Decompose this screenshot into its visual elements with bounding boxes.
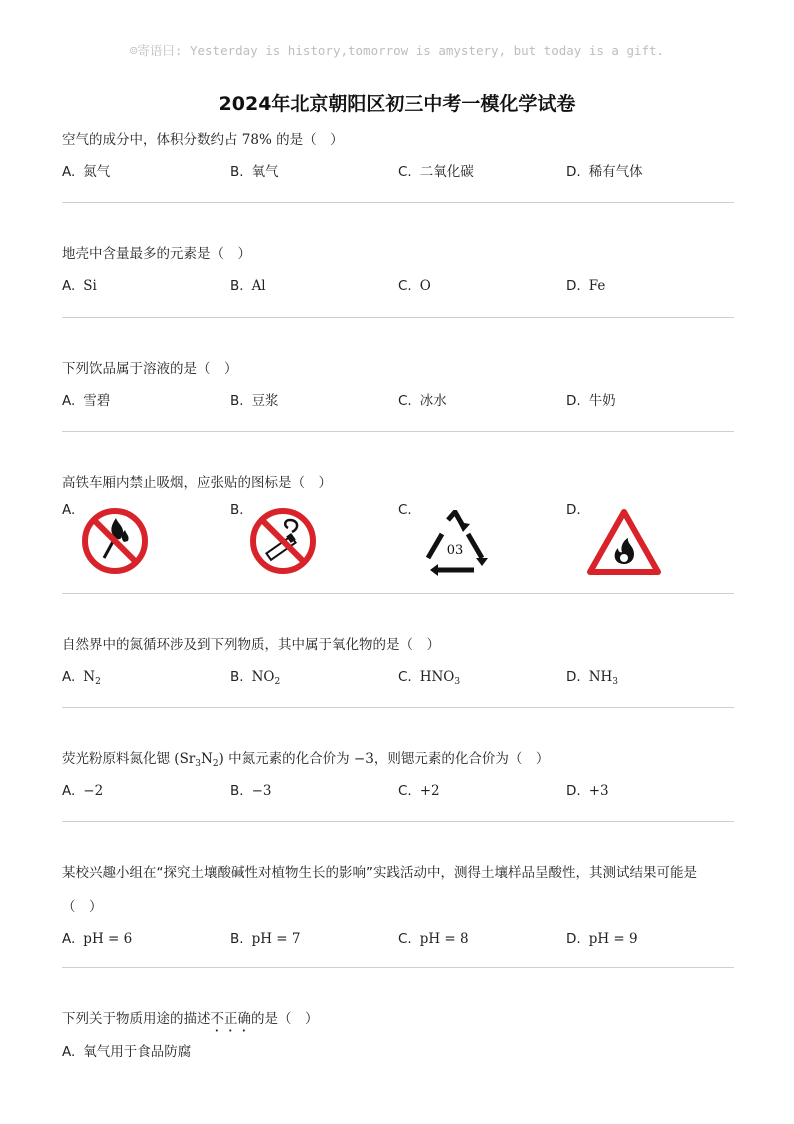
option-text: 氧气 xyxy=(251,164,279,180)
options-row xyxy=(62,924,734,954)
stem-formula xyxy=(174,751,224,767)
question-stem xyxy=(62,858,734,922)
flammable-warning-icon xyxy=(586,508,662,576)
formula-base: NO xyxy=(251,669,275,685)
option-letter: C. xyxy=(398,783,412,799)
no-open-flame-sign-icon xyxy=(80,506,150,576)
question-8 xyxy=(62,1004,734,1067)
option-d[interactable] xyxy=(566,662,618,692)
option-b[interactable] xyxy=(230,662,280,692)
divider xyxy=(62,967,734,968)
option-a[interactable] xyxy=(62,1037,191,1067)
options-row xyxy=(62,500,734,580)
stem-text: 的是（ ） xyxy=(251,1011,319,1027)
option-letter: A. xyxy=(62,669,76,685)
recycling-symbol-icon xyxy=(418,510,492,576)
stem-line: 某校兴趣小组在“探究土壤酸碱性对植物生长的影响”实践活动中，测得土壤样品呈酸性，其测试结果可能是 xyxy=(62,865,697,881)
formula-part: ) xyxy=(218,751,224,767)
question-5 xyxy=(62,630,734,692)
option-text: 氮气 xyxy=(83,164,111,180)
stem-value: −3 xyxy=(353,751,374,767)
option-a[interactable] xyxy=(62,157,110,187)
divider xyxy=(62,317,734,318)
option-text: Fe xyxy=(588,278,606,294)
option-c[interactable] xyxy=(398,776,440,806)
option-letter: C. xyxy=(398,931,412,947)
option-letter: D. xyxy=(566,278,581,294)
option-d[interactable] xyxy=(566,271,605,301)
options-row xyxy=(62,157,734,187)
option-letter: C. xyxy=(398,164,412,180)
option-letter: C. xyxy=(398,278,412,294)
option-d[interactable] xyxy=(566,776,609,806)
option-letter: B. xyxy=(230,502,244,518)
option-b[interactable] xyxy=(230,157,279,187)
option-a[interactable] xyxy=(62,924,132,954)
question-stem xyxy=(62,1004,734,1035)
option-text: +2 xyxy=(419,783,440,799)
option-text: pH = 7 xyxy=(251,931,301,947)
question-stem: 地壳中含量最多的元素是（ ） xyxy=(62,246,251,262)
option-letter: B. xyxy=(230,669,244,685)
question-stem: 下列饮品属于溶液的是（ ） xyxy=(62,361,238,377)
formula-subscript: 3 xyxy=(612,677,619,687)
stem-text: ，则锶元素的化合价为（ ） xyxy=(373,751,550,767)
formula-subscript: 2 xyxy=(95,677,101,687)
document-title: 2024年北京朝阳区初三中考一模化学试卷 xyxy=(218,93,576,115)
header-motto: ☺寄语曰: Yesterday is history,tomorrow is amystery, but today is a gift. xyxy=(129,43,665,58)
option-letter: B. xyxy=(230,931,244,947)
question-1 xyxy=(62,125,734,187)
option-d[interactable] xyxy=(566,924,638,954)
option-text: 稀有气体 xyxy=(588,164,643,180)
option-d[interactable] xyxy=(566,386,616,416)
question-2 xyxy=(62,239,734,301)
option-letter: C. xyxy=(398,393,412,409)
option-letter: D. xyxy=(566,783,581,799)
recycling-code-label: 03 xyxy=(446,543,464,558)
formula-base: NH xyxy=(588,669,613,685)
option-letter: B. xyxy=(230,164,244,180)
option-c[interactable] xyxy=(398,157,474,187)
question-stem xyxy=(62,125,734,155)
option-text: pH = 8 xyxy=(419,931,469,947)
option-b[interactable] xyxy=(230,776,271,806)
option-text: 冰水 xyxy=(419,393,447,409)
option-c[interactable] xyxy=(398,271,431,301)
option-formula xyxy=(589,669,618,685)
option-a[interactable] xyxy=(62,386,110,416)
options-row xyxy=(62,271,734,301)
option-text: O xyxy=(419,278,431,294)
formula-subscript: 3 xyxy=(195,759,201,769)
option-formula xyxy=(83,669,101,685)
option-text: Al xyxy=(251,278,266,294)
option-letter: A. xyxy=(62,783,76,799)
stem-line: （ ） xyxy=(62,899,103,915)
option-text: 氧气用于食品防腐 xyxy=(83,1044,192,1060)
options-row xyxy=(62,662,734,692)
divider xyxy=(62,431,734,432)
option-letter: B. xyxy=(230,783,244,799)
option-letter: C. xyxy=(398,502,412,518)
question-stem: 高铁车厢内禁止吸烟，应张贴的图标是（ ） xyxy=(62,475,332,491)
option-text: pH = 6 xyxy=(83,931,133,947)
option-text: 二氧化碳 xyxy=(419,164,474,180)
options-row xyxy=(62,386,734,416)
formula-subscript: 3 xyxy=(454,677,461,687)
option-a[interactable] xyxy=(62,662,101,692)
formula-part: N xyxy=(201,751,213,767)
divider xyxy=(62,821,734,822)
divider xyxy=(62,202,734,203)
question-stem xyxy=(62,744,734,774)
stem-text: 荧光粉原料氮化锶 xyxy=(62,751,175,767)
option-letter: A. xyxy=(62,931,76,947)
stem-text: 空气的成分中，体积分数约占 xyxy=(62,132,242,148)
option-formula xyxy=(252,669,281,685)
option-a[interactable] xyxy=(62,271,97,301)
option-text: 雪碧 xyxy=(83,393,111,409)
option-letter: A. xyxy=(62,1044,76,1060)
option-letter: D. xyxy=(566,393,581,409)
option-letter: A. xyxy=(62,393,76,409)
option-letter: C. xyxy=(398,669,412,685)
option-text: −3 xyxy=(251,783,272,799)
option-letter: A. xyxy=(62,502,76,518)
formula-base: N xyxy=(83,669,96,685)
question-7 xyxy=(62,858,734,954)
formula-subscript: 2 xyxy=(274,677,281,687)
option-letter: B. xyxy=(230,393,244,409)
option-text: Si xyxy=(83,278,97,294)
no-smoking-sign-icon xyxy=(248,506,318,576)
option-a[interactable] xyxy=(62,776,103,806)
option-c[interactable] xyxy=(398,662,460,692)
options-row xyxy=(62,776,734,806)
option-text: 豆浆 xyxy=(251,393,279,409)
option-letter: A. xyxy=(62,278,76,294)
formula-part: (Sr xyxy=(174,751,196,767)
question-6 xyxy=(62,744,734,806)
option-c[interactable] xyxy=(398,924,469,954)
formula-subscript: 2 xyxy=(212,759,219,769)
divider xyxy=(62,593,734,594)
option-b[interactable] xyxy=(230,924,300,954)
question-3 xyxy=(62,354,734,416)
option-letter: D. xyxy=(566,931,581,947)
option-letter: B. xyxy=(230,278,244,294)
formula-base: HNO xyxy=(419,669,455,685)
option-text: +3 xyxy=(588,783,609,799)
question-stem: 自然界中的氮循环涉及到下列物质，其中属于氧化物的是（ ） xyxy=(62,637,440,653)
option-c[interactable] xyxy=(398,386,447,416)
divider xyxy=(62,707,734,708)
stem-percentage: 78% xyxy=(241,132,272,148)
option-text: −2 xyxy=(83,783,104,799)
option-d[interactable] xyxy=(566,157,643,187)
option-letter: D. xyxy=(566,164,581,180)
option-letter: D. xyxy=(566,669,581,685)
option-b[interactable] xyxy=(230,271,266,301)
stem-text: 下列关于物质用途的描述 xyxy=(62,1011,211,1027)
option-text: pH = 9 xyxy=(588,931,638,947)
stem-emphasis: 不正确 xyxy=(210,1011,251,1027)
option-formula xyxy=(420,669,460,685)
stem-text: 的是（ ） xyxy=(271,132,344,148)
option-text: 牛奶 xyxy=(588,393,616,409)
option-letter: A. xyxy=(62,164,76,180)
question-4 xyxy=(62,468,734,580)
options-row xyxy=(62,1037,734,1067)
option-b[interactable] xyxy=(230,386,279,416)
option-letter: D. xyxy=(566,502,581,518)
stem-text: 中氮元素的化合价为 xyxy=(223,751,354,767)
